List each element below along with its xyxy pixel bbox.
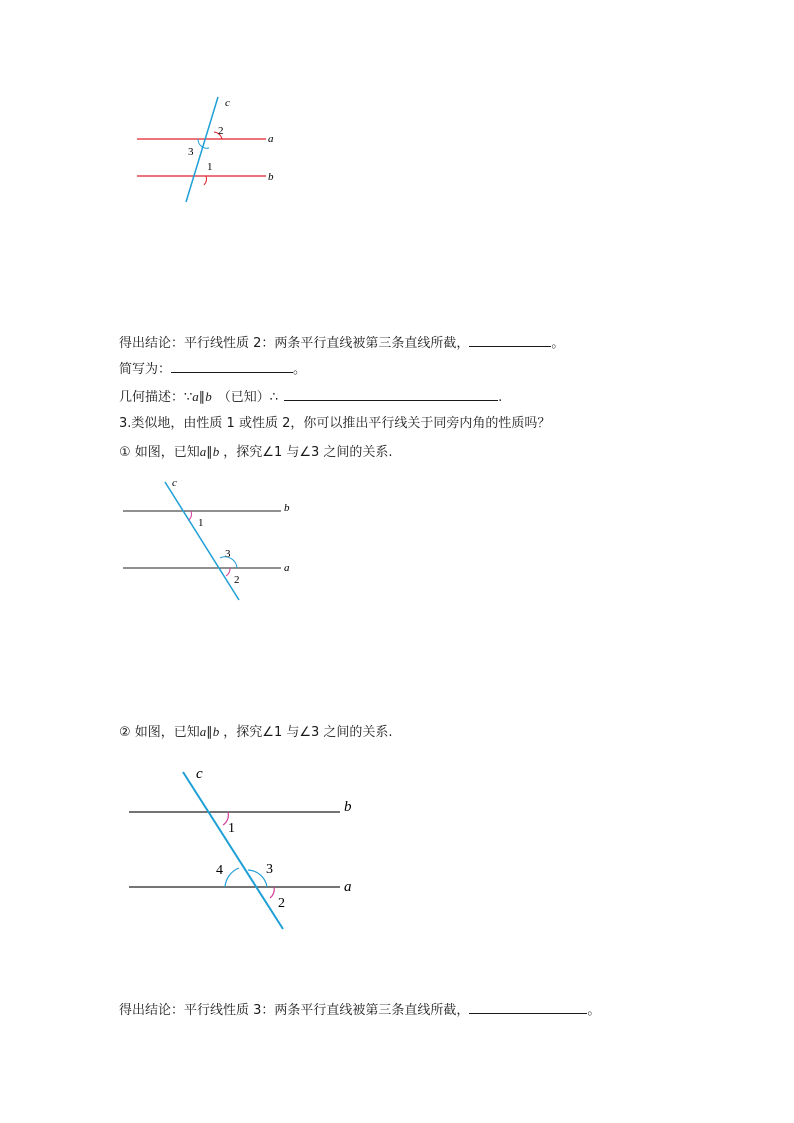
angle-1-arc	[189, 511, 191, 520]
label-b: b	[344, 799, 352, 815]
label-c: c	[172, 477, 177, 489]
conclusion-3-text: 得出结论：平行线性质 3：两条平行直线被第三条直线所截，	[119, 1003, 470, 1018]
figure-1-svg	[125, 92, 285, 210]
case-2: ② 如图，已知a∥b ，探究∠1 与∠3 之间的关系.	[119, 724, 393, 740]
label-2: 2	[218, 125, 224, 137]
label-a: a	[268, 133, 274, 145]
conclusion-2-blank[interactable]	[469, 334, 551, 347]
figure-3-svg	[122, 762, 362, 934]
label-a: a	[284, 562, 290, 574]
label-b: b	[284, 502, 290, 514]
label-b: b	[268, 171, 274, 183]
short-form-blank[interactable]	[171, 360, 293, 373]
angle-1-arc	[204, 176, 206, 185]
label-4: 4	[216, 863, 223, 878]
geometric-description: 几何描述：∵a∥b （已知）∴ .	[119, 389, 503, 405]
short-form: 简写为： 。	[119, 362, 307, 377]
conclusion-2-text: 得出结论：平行线性质 2：两条平行直线被第三条直线所截，	[119, 336, 470, 351]
transversal-c	[165, 482, 239, 600]
label-2: 2	[278, 896, 285, 911]
label-3: 3	[266, 862, 273, 877]
label-2: 2	[234, 574, 240, 586]
conclusion-3-blank[interactable]	[469, 1001, 587, 1014]
label-c: c	[225, 97, 230, 109]
figure-1	[125, 92, 285, 210]
angle-2-arc	[270, 887, 274, 898]
figure-2-svg	[118, 474, 308, 604]
geo-prefix: 几何描述：∵	[119, 390, 193, 405]
figure-2	[118, 474, 308, 604]
label-a: a	[344, 879, 352, 895]
case-1: ① 如图，已知a∥b ，探究∠1 与∠3 之间的关系.	[119, 444, 393, 460]
label-1: 1	[198, 517, 204, 529]
short-form-text: 简写为：	[119, 362, 172, 377]
conclusion-2: 得出结论：平行线性质 2：两条平行直线被第三条直线所截， 。	[119, 336, 565, 351]
question-3-text: 3.类似地，由性质 1 或性质 2，你可以推出平行线关于同旁内角的性质吗？	[119, 416, 551, 431]
label-3: 3	[225, 548, 231, 560]
angle-4-arc	[225, 868, 239, 887]
conclusion-3: 得出结论：平行线性质 3：两条平行直线被第三条直线所截， 。	[119, 1003, 601, 1018]
question-3	[119, 415, 550, 433]
label-1: 1	[228, 821, 235, 836]
transversal-c	[183, 772, 283, 929]
geo-blank[interactable]	[284, 388, 498, 401]
label-3: 3	[188, 146, 194, 158]
figure-3	[122, 762, 362, 934]
label-c: c	[196, 766, 203, 782]
angle-2-arc	[226, 568, 230, 576]
label-1: 1	[207, 161, 213, 173]
